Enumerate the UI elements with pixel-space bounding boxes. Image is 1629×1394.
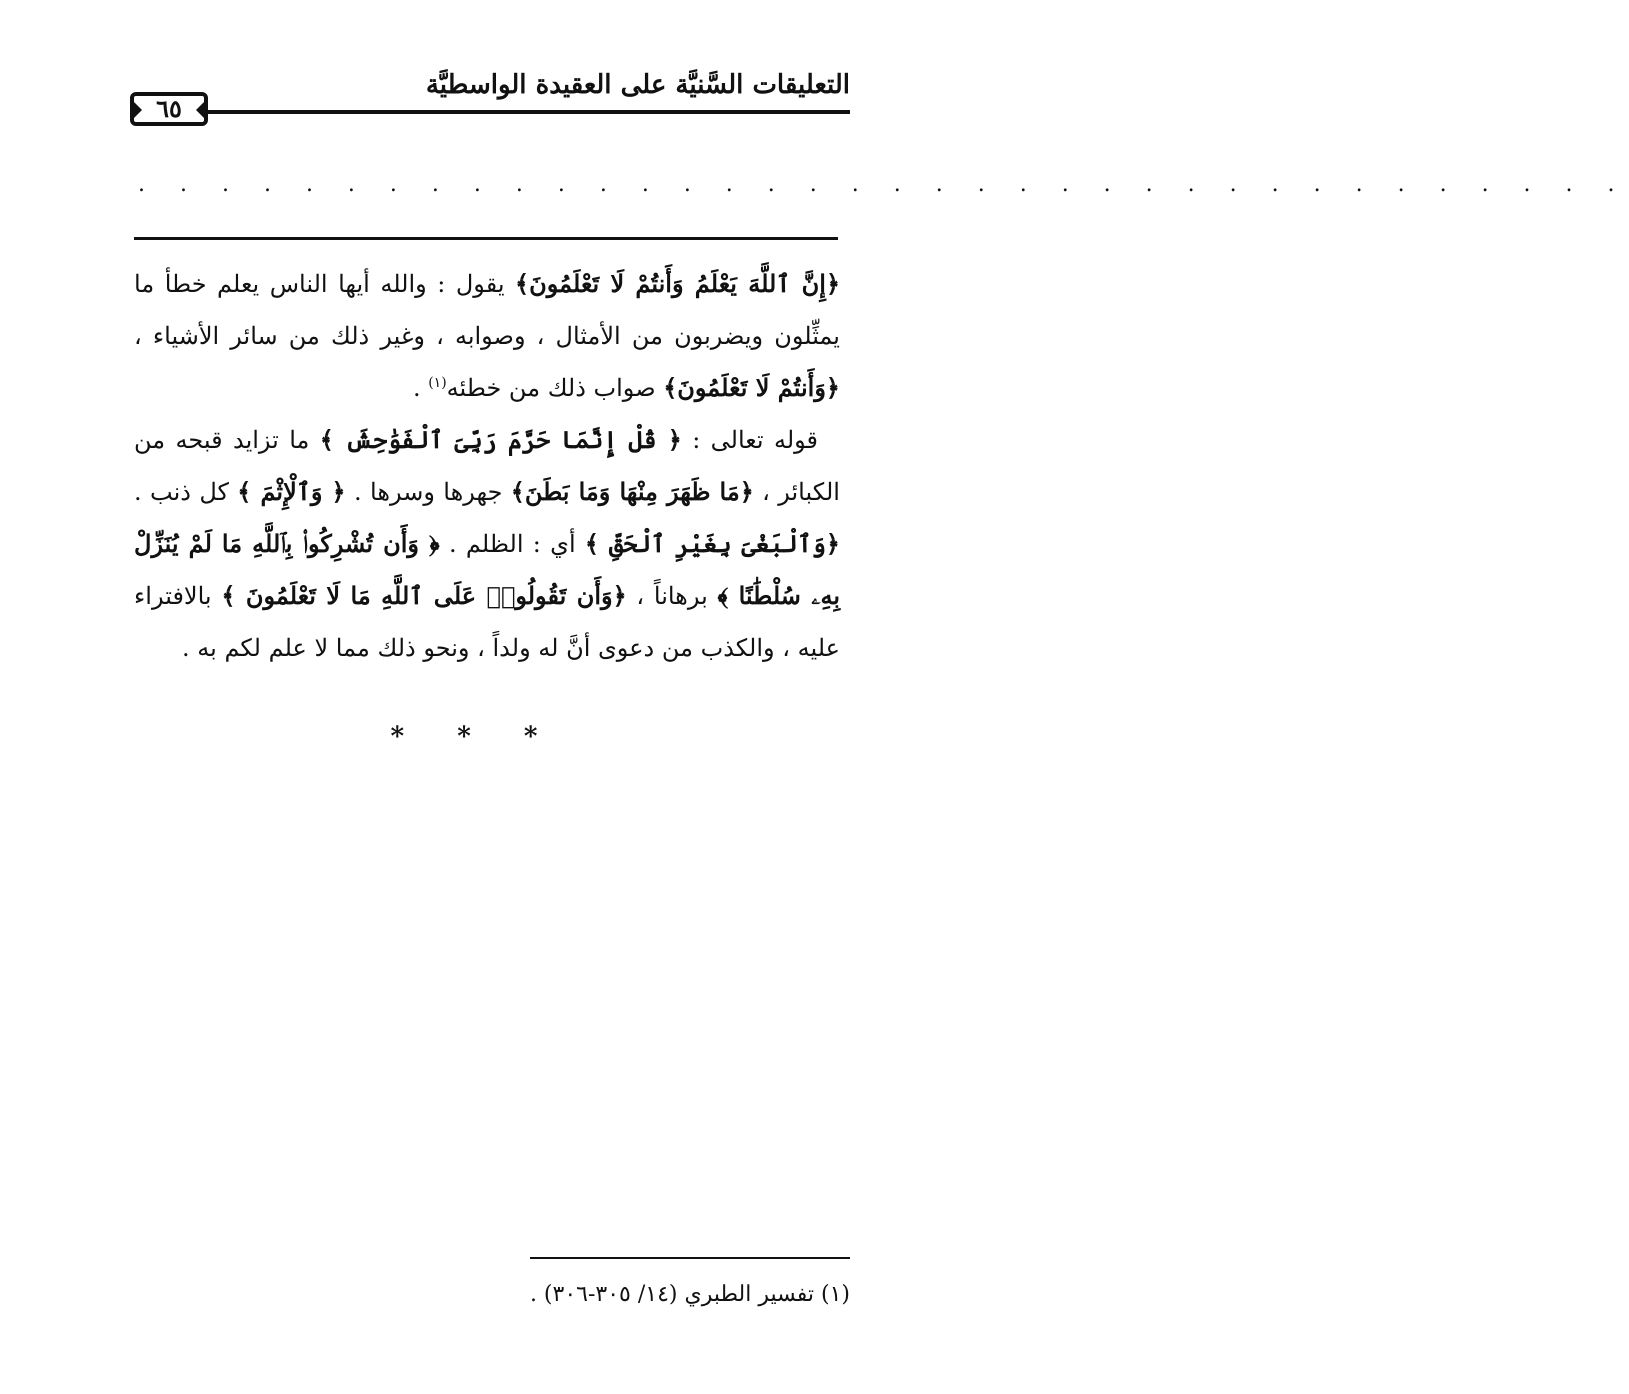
commentary-text: بالافتراء عليه ، والكذب من دعوى أنَّ له ولداً ، ونحو ذلك مما لا علم لكم به . <box>134 582 840 662</box>
paragraph-2 <box>134 414 840 674</box>
commentary-text: صواب ذلك من خطئه <box>446 374 664 402</box>
quran-verse: ﴿وَأَن تَقُولُوا۟ عَلَى ٱللَّهِ مَا لَا تَعْلَمُونَ ﴾ <box>221 581 627 610</box>
header-rule <box>200 110 850 114</box>
commentary-text: كل ذنب . <box>134 478 238 506</box>
quran-verse: ﴿وَٱلْبَغْىَ بِغَيْرِ ٱلْحَقِّ ﴾ <box>584 529 840 558</box>
commentary-text: جهرها وسرها . <box>345 478 511 506</box>
commentary-text: أي : الظلم . <box>439 530 585 558</box>
commentary-text: برهاناً ، <box>626 582 718 610</box>
quran-verse: ﴿مَا ظَهَرَ مِنْهَا وَمَا بَطَنَ﴾ <box>510 477 754 506</box>
commentary-text: . <box>412 374 429 402</box>
quran-verse: ﴿وَأَنتُمْ لَا تَعْلَمُونَ﴾ <box>663 373 840 402</box>
body-text <box>134 258 840 674</box>
header-title: التعليقات السَّنيَّة على العقيدة الواسطيَّة <box>425 70 850 100</box>
footnote: (١) تفسير الطبري (١٤/ ٣٠٥-٣٠٦) . <box>529 1282 850 1307</box>
footnote-rule <box>530 1257 850 1259</box>
quran-verse: ﴿ قُلْ إِنَّمَا حَرَّمَ رَبِّىَ ٱلْفَوَٰحِشَ ﴾ <box>319 425 682 454</box>
section-ornament: * * * <box>390 722 560 752</box>
ellipsis-separator: . . . . . . . . . . . . . . . . . . . . . . . . . . . . . . . . . . . . <box>138 172 1629 197</box>
running-header <box>130 70 850 130</box>
quran-verse: ﴿ وَأَن تُشْرِكُوا۟ بِٱللَّهِ مَا لَمْ يُنَزِّلْ بِهِۦ سُلْطَٰنًا ﴾ <box>134 529 841 610</box>
commentary-text: يقول : والله أيها الناس يعلم خطأ ما يمثِّلون ويضربون من الأمثال ، وصوابه ، وغير ذلك من سائر الأشياء ، <box>134 270 840 350</box>
quran-verse: ﴿إِنَّ ٱللَّهَ يَعْلَمُ وَأَنتُمْ لَا تَعْلَمُونَ﴾ <box>515 269 841 298</box>
section-rule <box>134 237 838 240</box>
footnote-marker: (١) <box>428 375 447 391</box>
paragraph-1 <box>134 258 840 414</box>
quran-verse: ﴿ وَٱلْإِثْمَ ﴾ <box>237 477 346 506</box>
page-number: ٦٥ <box>130 92 208 126</box>
commentary-text: قوله تعالى : <box>681 426 819 454</box>
commentary-text: ما تزايد قبحه من الكبائر ، <box>134 426 840 506</box>
